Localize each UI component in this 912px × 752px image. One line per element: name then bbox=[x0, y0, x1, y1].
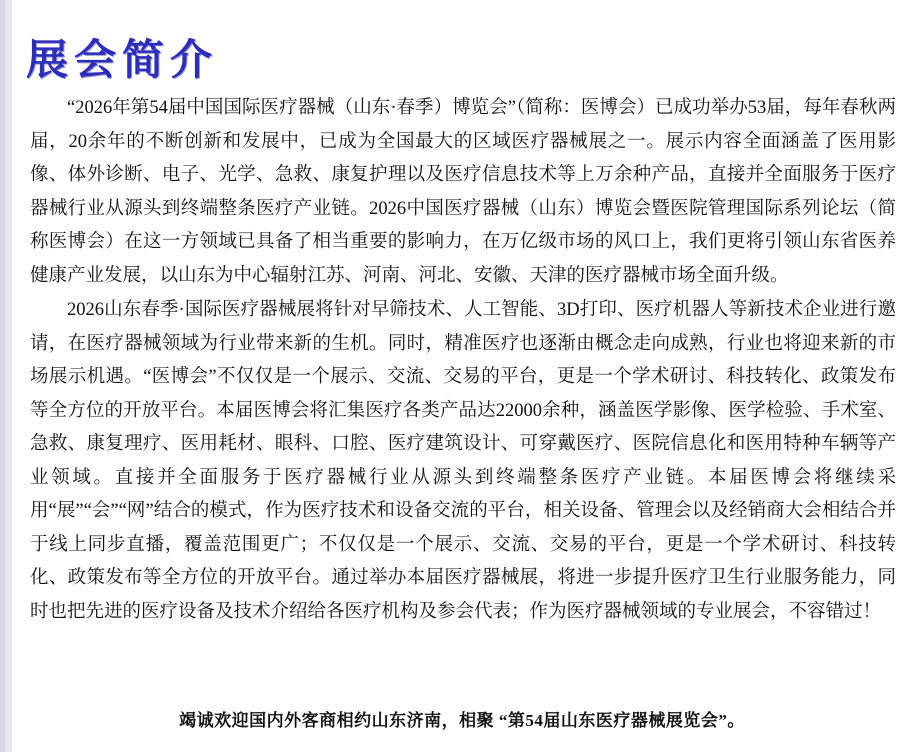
paragraph-1: “2026年第54届中国国际医疗器械（山东·春季）博览会”（简称：医博会）已成功举办53届，每年春秋两届，20余年的不断创新和发展中，已成为全国最大的区域医疗器械展之一。展示内容全面涵盖了医用影像、体外诊断、电子、光学、急救、康复护理以及医疗信息技术等上万余种产品，直接并全面服务于医疗器械行业从源头到终端整条医疗产业链。2026中国医疗器械（山东）博览会暨医院管理国际系列论坛（简称医博会）在这一方领域已具备了相当重要的影响力，在万亿级市场的风口上，我们更将引领山东省医养健康产业发展，以山东为中心辐射江苏、河南、河北、安徽、天津的医疗器械市场全面升级。 bbox=[30, 98, 896, 286]
footer-note: 竭诚欢迎国内外客商相约山东济南，相聚 “第54届山东医疗器械展览会”。 bbox=[179, 711, 745, 730]
page-title: 展会简介 bbox=[26, 35, 219, 84]
document-content bbox=[12, 0, 912, 752]
paragraph-2: 2026山东春季·国际医疗器械展将针对早筛技术、人工智能、3D打印、医疗机器人等新技术企业进行邀请，在医疗器械领域为行业带来新的生机。同时，精准医疗也逐渐由概念走向成熟，行业也将迎来新的市场展示机遇。“医博会”不仅仅是一个展示、交流、交易的平台，更是一个学术研讨、科技转化、政策发布等全方位的开放平台。本届医博会将汇集医疗各类产品达22000余种，涵盖医学影像、医学检验、手术室、急救、康复理疗、医用耗材、眼科、口腔、医疗建筑设计、可穿戴医疗、医院信息化和医用特种车辆等产业领域。直接并全面服务于医疗器械行业从源头到终端整条医疗产业链。本届医博会将继续采用“展”“会”“网”结合的模式，作为医疗技术和设备交流的平台，相关设备、管理会以及经销商大会相结合并于线上同步直播，覆盖范围更广；不仅仅是一个展示、交流、交易的平台，更是一个学术研讨、科技转化、政策发布等全方位的开放平台。通过举办本届医疗器械展，将进一步提升医疗卫生行业服务能力，同时也把先进的医疗设备及技术介绍给各医疗机构及参会代表；作为医疗器械领域的专业展会，不容错过！ bbox=[30, 300, 896, 622]
left-margin-bar-accent bbox=[0, 0, 5, 752]
body-text bbox=[30, 92, 896, 629]
left-margin-bar bbox=[0, 0, 12, 752]
